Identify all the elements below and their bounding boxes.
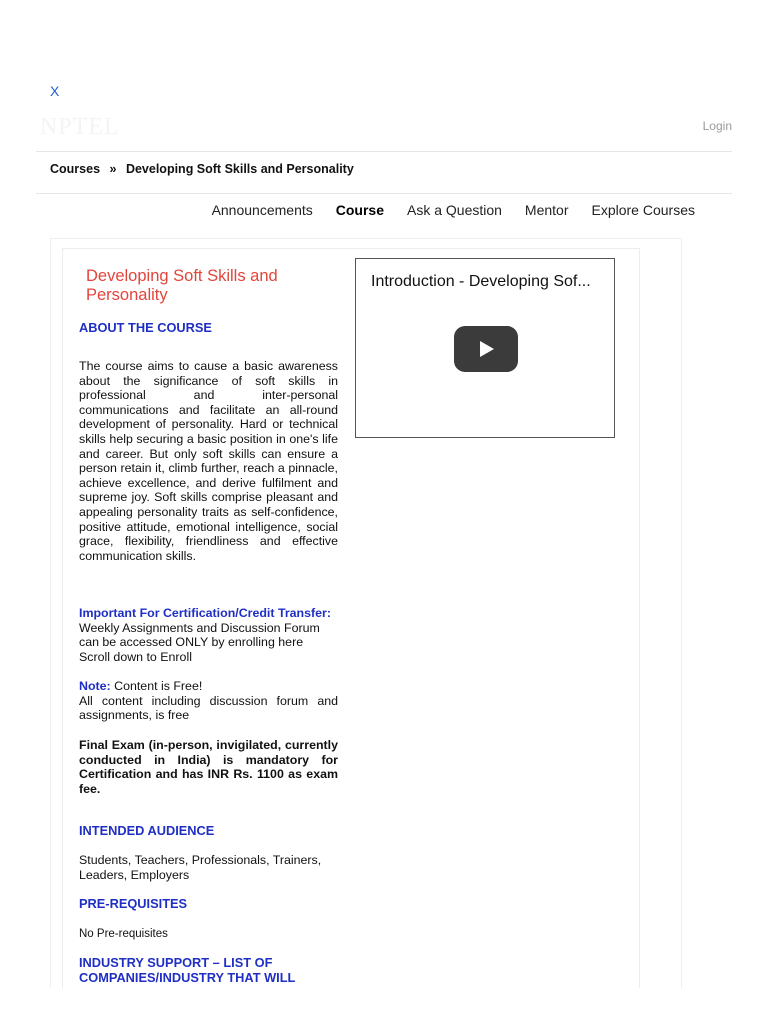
audience-heading: INTENDED AUDIENCE xyxy=(79,823,215,838)
tab-ask-a-question[interactable]: Ask a Question xyxy=(406,202,502,218)
breadcrumb-current: Developing Soft Skills and Personality xyxy=(125,162,354,176)
intro-video-player[interactable] xyxy=(355,258,615,438)
industry-heading: INDUSTRY SUPPORT – LIST OF COMPANIES/INDUSTRY THAT WILL xyxy=(79,955,296,985)
login-link[interactable]: Login xyxy=(702,119,732,133)
close-button[interactable]: X xyxy=(50,83,60,99)
about-text: The course aims to cause a basic awareness about the significance of soft skills in professional and inter-personal communications and facilitate an all-round development of personality. Hard or technical skills help securing a basic position in one's life and career. But only soft skills can ensure a person retain it, climb further, reach a pinnacle, achieve excellence, and derive fulfilment and supreme joy. Soft skills comprise pleasant and appealing personality traits as self-confidence, positive attitude, emotional intelligence, social grace, flexibility, friendliness and effective communication skills. xyxy=(79,359,338,563)
prereq-text: No Pre-requisites xyxy=(79,928,168,940)
breadcrumb-courses-link[interactable]: Courses xyxy=(50,162,101,176)
video-title: Introduction - Developing Sof... xyxy=(371,273,591,290)
important-label: Important For Certification/Credit Transfer: xyxy=(79,606,331,620)
note-label: Note: xyxy=(79,679,111,693)
nptel-logo[interactable]: NPTEL xyxy=(40,114,120,140)
breadcrumb-separator: » xyxy=(109,162,117,176)
tab-course[interactable]: Course xyxy=(335,202,384,218)
important-text: Weekly Assignments and Discussion Forum can be accessed ONLY by enrolling here xyxy=(79,620,320,650)
prereq-heading: PRE-REQUISITES xyxy=(79,896,188,911)
note-info xyxy=(79,679,338,723)
final-exam-text: Final Exam (in-person, invigilated, currently conducted in India) is mandatory for Certification and has INR Rs. 1100 as exam fee. xyxy=(79,738,338,796)
tab-explore-courses[interactable]: Explore Courses xyxy=(591,202,695,218)
about-heading: ABOUT THE COURSE xyxy=(79,320,212,335)
scroll-text: Scroll down to Enroll xyxy=(79,649,192,664)
certification-info xyxy=(79,606,338,664)
audience-text: Students, Teachers, Professionals, Trainers, Leaders, Employers xyxy=(79,853,322,882)
note-text-2: All content including discussion forum and assignments, is free xyxy=(79,693,338,723)
tab-announcements[interactable]: Announcements xyxy=(211,202,313,218)
course-title: Developing Soft Skills and Personality xyxy=(86,267,278,304)
note-text: Content is Free! xyxy=(114,679,203,693)
youtube-play-icon[interactable] xyxy=(454,326,518,372)
tab-mentor[interactable]: Mentor xyxy=(524,202,569,218)
